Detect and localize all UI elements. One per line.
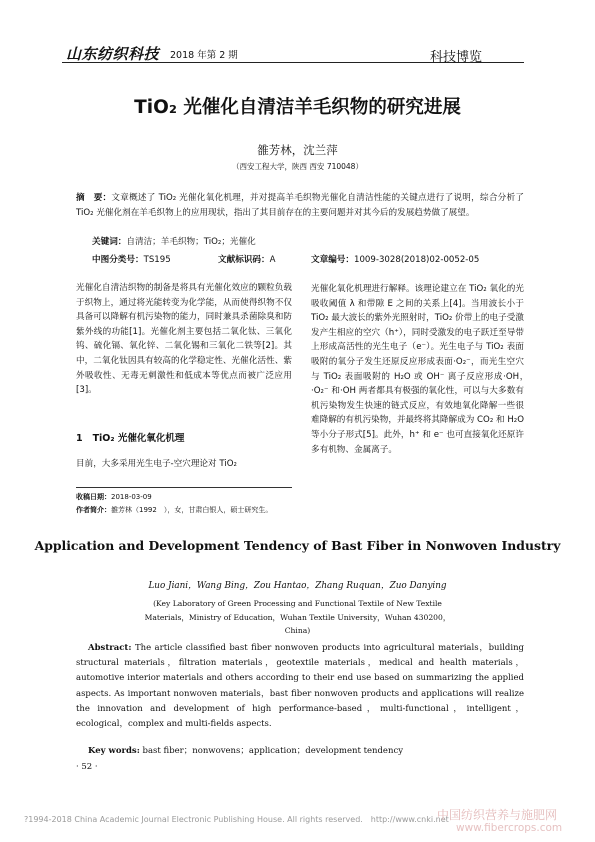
abstract-cn (76, 191, 524, 220)
keywords-en-label: Key words: (88, 746, 140, 756)
article-number (311, 253, 479, 265)
footnote-rule (76, 487, 292, 488)
authors-cn: 雒芳林，沈兰萍 (257, 143, 338, 157)
header-rule (62, 62, 524, 63)
clc-value: TS195 (143, 255, 171, 265)
site-watermark: 中国纺织营养与施肥网 (437, 808, 558, 822)
doc-code (218, 253, 275, 265)
abstract-cn-text: 文章概述了 TiO₂ 光催化氧化机理，并对提高羊毛织物光催化自清洁性能的关键点进行了说明，综合分析了 TiO₂ 光催化剂在羊毛织物上的应用现状，指出了其目前存在的主要问题并对其今后的发展趋势做了展望。 (76, 193, 524, 218)
received-date: 2018-03-09 (111, 493, 152, 501)
footnote-author (76, 505, 272, 515)
author-bio: 雒芳林（1992 ），女，甘肃白银人，硕士研究生。 (111, 506, 273, 514)
clc-label: 中图分类号： (92, 255, 144, 265)
keywords-cn-label: 关键词： (92, 237, 127, 247)
abstract-en-label: Abstract: (88, 643, 132, 653)
abstract-en (76, 641, 524, 732)
affiliation-en (0, 597, 595, 638)
article-no-value: 1009-3028(2018)02-0052-05 (353, 255, 480, 265)
section1-paragraph: 目前，大多采用光生电子-空穴理论对 TiO₂ (76, 459, 237, 469)
abstract-cn-label: 摘 要： (76, 193, 112, 203)
affiliation-en-text: (Key Laboratory of Green Processing and Functional Textile of New Textile Materials，Ministry of Education，Wuhan Textile University，Wuhan 430200，China) (144, 599, 451, 635)
copyright-footer: ?1994-2018 China Academic Journal Electronic Publishing House. All rights reserved. http://www.cnki.net (24, 815, 449, 824)
abstract-en-text: The article classified bast fiber nonwoven products into agricultural materials，building structural materials，filtration materials，geotextile materials，medical and health materials，automotive interior materials and others according to their end use based on summarizing the applied aspects. As important nonwoven materials，bast fiber nonwoven products and applications will realize the innovation and development of high performance-based，multi-functional，intelligent，ecological，complex and multi-fields aspects. (76, 643, 524, 730)
journal-logo: 山东纺织科技 (66, 45, 160, 63)
keywords-cn-text: 自清洁；羊毛织物；TiO₂；光催化 (126, 237, 256, 247)
issue-label: 2018 年第 2 期 (170, 50, 238, 61)
affiliation-cn: （西安工程大学，陕西 西安 710048） (232, 162, 363, 171)
received-label: 收稿日期： (76, 493, 111, 501)
section-heading-1 (76, 430, 184, 444)
keywords-cn (92, 235, 256, 247)
author-bio-label: 作者简介： (76, 506, 111, 514)
site-watermark-url: www.fibercrops.com (456, 822, 563, 834)
section-title: TiO₂ 光催化氧化机理 (92, 433, 185, 444)
article-no-label: 文章编号： (311, 255, 354, 265)
keywords-en-text: bast fiber；nonwovens；application；development tendency (142, 746, 404, 756)
authors-en: Luo Jiani，Wang Bing，Zou Hantao，Zhang Ruquan，Zuo Danying (148, 581, 447, 591)
mechanism-paragraph: 光催化氧化机理进行解释。该理论建立在 TiO₂ 氧化的光吸收阈值 λ 和带隙 E 之间的关系上[4]。当用波长小于 TiO₂ 最大波长的紫外光照射时，TiO₂ 价带上的电子受激发产生相应的空穴（h⁺），同时受激发的电子跃迁至导带上形成高活性的光生电子（e⁻）。光生电子与 TiO₂ 表面吸附的氧分子发生还原反应形成表面·O₂⁻，而光生空穴与 TiO₂ 表面吸附的 H₂O 或 OH⁻ 离子反应形成·OH，·O₂⁻ 和·OH 两者都具有极强的氧化性，可以与大多数有机污染物发生快速的链式反应，有效地氧化降解一些很难降解的有机污染物，并最终将其降解成为 CO₂ 和 H₂O 等小分子形式[5]。此外，h⁺ 和 e⁻ 也可直接氧化还原许多有机物、金属离子。 (311, 284, 524, 455)
intro-paragraph: 光催化自清洁织物的制备是将具有光催化效应的颗粒负载于织物上，通过将光能转变为化学能，从而使得织物不仅具备可以降解有机污染物的能力，同时兼具杀菌除臭和防紫外线的功能[1]。光催化剂主要包括二氧化钛、三氧化钨、硫化镉、氧化锌、二氧化锡和三氧化二铁等[2]。其中，二氧化钛因具有较高的化学稳定性、光催化活性、紫外吸收性、无毒无刺激性和低成本等优点而被广泛应用[3]。 (76, 283, 292, 396)
clc-number (92, 253, 171, 265)
doc-code-value: A (269, 255, 276, 265)
footnote-received (76, 492, 152, 502)
section-label: 科技博览 (430, 50, 483, 65)
page-number: · 52 · (76, 762, 98, 772)
paper-title-en: Application and Development Tendency of Bast Fiber in Nonwoven Industry (34, 538, 561, 553)
keywords-en (88, 744, 403, 756)
doc-code-label: 文献标识码： (218, 255, 270, 265)
section-number: 1 (76, 433, 83, 444)
paper-title-cn: TiO₂ 光催化自清洁羊毛织物的研究进展 (134, 97, 461, 118)
